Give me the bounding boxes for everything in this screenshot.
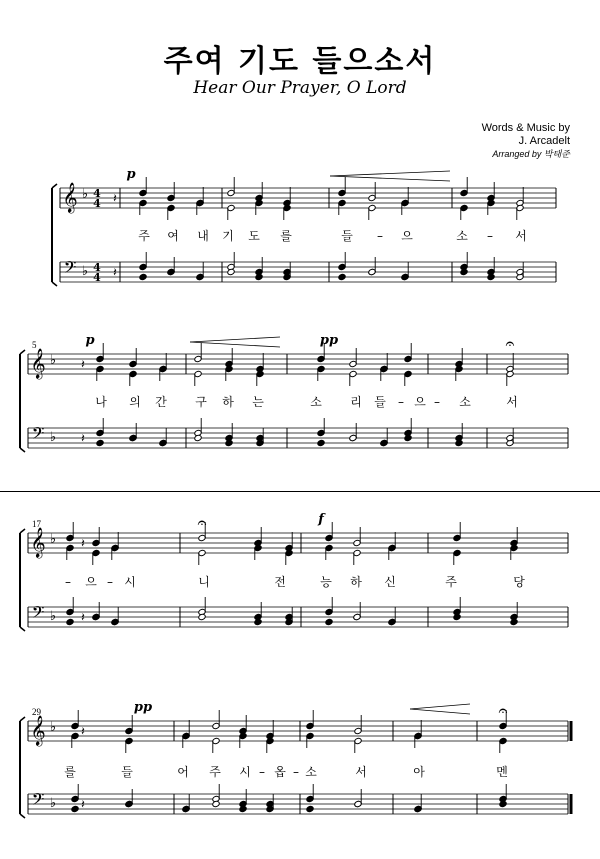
lyric-syllable: 소: [456, 229, 468, 243]
dynamic-marking: p: [126, 167, 136, 182]
crescendo-hairpin: [330, 176, 450, 181]
lyric-syllable: 여: [167, 229, 179, 243]
fermata-icon: 𝄐: [505, 334, 515, 353]
lyric-syllable: –: [398, 395, 404, 409]
rest-icon: 𝄽: [81, 431, 85, 445]
lyric-syllable: 를: [280, 229, 292, 243]
bass-clef-icon: 𝄢: [31, 789, 45, 813]
note-head: [325, 618, 333, 625]
lyric-syllable: 나: [95, 395, 107, 409]
bracket-cap: [20, 448, 25, 452]
lyric-syllable: 도: [248, 229, 260, 243]
rest-icon: 𝄽: [113, 191, 117, 205]
bracket-cap: [20, 529, 25, 533]
measure-number: 5: [32, 340, 37, 350]
flat-key-signature-icon: ♭: [81, 187, 89, 202]
rest-icon: 𝄽: [81, 724, 85, 738]
lyric-syllable: 으: [414, 395, 426, 409]
bass-clef-icon: 𝄢: [31, 602, 45, 626]
flat-key-signature-icon: ♭: [49, 609, 57, 624]
crescendo-hairpin: [410, 704, 470, 709]
lyric-syllable: 소: [305, 765, 317, 779]
lyric-syllable: 시: [124, 575, 136, 589]
treble-clef-icon: 𝄞: [30, 716, 46, 746]
credit-arranger: Arranged by 박태준: [492, 149, 570, 159]
rest-icon: 𝄽: [81, 357, 85, 371]
lyric-syllable: 으: [85, 575, 97, 589]
lyric-syllable: 전: [274, 575, 286, 589]
dynamic-marking: pp: [133, 700, 153, 715]
lyric-syllable: 어: [177, 765, 189, 779]
lyric-syllable: 신: [384, 575, 396, 589]
lyric-syllable: 들: [341, 229, 353, 243]
lyric-syllable: 주: [209, 765, 221, 779]
note-head: [96, 439, 104, 446]
lyric-syllable: 하: [222, 395, 234, 409]
time-signature-bottom: 4: [93, 197, 101, 210]
lyric-syllable: 서: [515, 229, 527, 243]
rest-icon: 𝄽: [81, 610, 85, 624]
lyric-syllable: 주: [138, 229, 150, 243]
time-signature-top: 4: [93, 187, 101, 200]
lyric-syllable: 구: [195, 395, 207, 409]
lyric-syllable: 하: [350, 575, 362, 589]
treble-clef-icon: 𝄞: [30, 528, 46, 558]
note-head: [338, 273, 346, 280]
bracket-cap: [20, 814, 25, 818]
note-head: [71, 805, 79, 812]
crescendo-hairpin: [190, 337, 280, 342]
lyric-syllable: 의: [129, 395, 141, 409]
lyric-syllable: 를: [64, 765, 76, 779]
flat-key-signature-icon: ♭: [49, 353, 57, 368]
lyric-syllable: –: [65, 575, 71, 589]
lyric-syllable: –: [377, 229, 383, 243]
song-subtitle: Hear Our Prayer, O Lord: [193, 78, 407, 98]
note-head: [306, 805, 314, 812]
lyric-syllable: 는: [252, 395, 264, 409]
credit-composer: J. Arcadelt: [518, 135, 570, 147]
credit-words-music: Words & Music by: [481, 122, 570, 134]
flat-key-signature-icon: ♭: [49, 430, 57, 445]
lyric-syllable: –: [487, 229, 493, 243]
lyric-syllable: 들: [121, 765, 133, 779]
note-head: [66, 618, 74, 625]
lyric-syllable: 멘: [496, 765, 508, 779]
treble-clef-icon: 𝄞: [30, 349, 46, 379]
lyric-syllable: –: [434, 395, 440, 409]
note-head: [317, 439, 325, 446]
bracket-cap: [20, 350, 25, 354]
lyric-syllable: 서: [506, 395, 518, 409]
rest-icon: 𝄽: [81, 797, 85, 811]
dynamic-marking: pp: [319, 333, 339, 348]
crescendo-hairpin: [330, 171, 450, 176]
lyric-syllable: 아: [413, 765, 425, 779]
treble-clef-icon: 𝄞: [62, 183, 78, 213]
flat-key-signature-icon: ♭: [49, 532, 57, 547]
lyric-syllable: 소: [310, 395, 322, 409]
bracket-cap: [20, 627, 25, 631]
lyric-syllable: 주: [445, 575, 457, 589]
lyric-syllable: 당: [513, 575, 525, 589]
flat-key-signature-icon: ♭: [49, 796, 57, 811]
bass-clef-icon: 𝄢: [63, 257, 77, 281]
lyric-syllable: 옵: [274, 765, 286, 779]
flat-key-signature-icon: ♭: [49, 720, 57, 735]
lyric-syllable: –: [107, 575, 113, 589]
dynamic-marking: f: [318, 512, 324, 527]
bracket-cap: [20, 717, 25, 721]
lyric-syllable: 리: [350, 395, 362, 409]
lyric-syllable: 서: [355, 765, 367, 779]
lyric-syllable: –: [293, 765, 299, 779]
lyric-syllable: 니: [198, 575, 210, 589]
rest-icon: 𝄽: [81, 536, 85, 550]
bracket-cap: [52, 282, 57, 286]
crescendo-hairpin: [190, 342, 280, 347]
lyric-syllable: 기: [222, 229, 234, 243]
fermata-icon: 𝄐: [498, 701, 508, 720]
lyric-syllable: 들: [374, 395, 386, 409]
crescendo-hairpin: [410, 709, 470, 714]
rest-icon: 𝄽: [113, 265, 117, 279]
lyric-syllable: 내: [197, 229, 209, 243]
lyric-syllable: 시: [239, 765, 251, 779]
lyric-syllable: 소: [459, 395, 471, 409]
bracket-cap: [52, 184, 57, 188]
measure-number: 17: [32, 519, 41, 529]
time-signature-top: 4: [93, 261, 101, 274]
dynamic-marking: p: [85, 333, 95, 348]
bass-clef-icon: 𝄢: [31, 423, 45, 447]
lyric-syllable: 능: [320, 575, 332, 589]
measure-number: 29: [32, 707, 41, 717]
note-head: [139, 273, 147, 280]
time-signature-bottom: 4: [93, 271, 101, 284]
fermata-icon: 𝄐: [197, 513, 207, 532]
lyric-syllable: –: [259, 765, 265, 779]
flat-key-signature-icon: ♭: [81, 264, 89, 279]
lyric-syllable: 으: [401, 229, 413, 243]
song-title: 주여 기도 들으소서: [163, 44, 437, 79]
lyric-syllable: 간: [155, 395, 167, 409]
